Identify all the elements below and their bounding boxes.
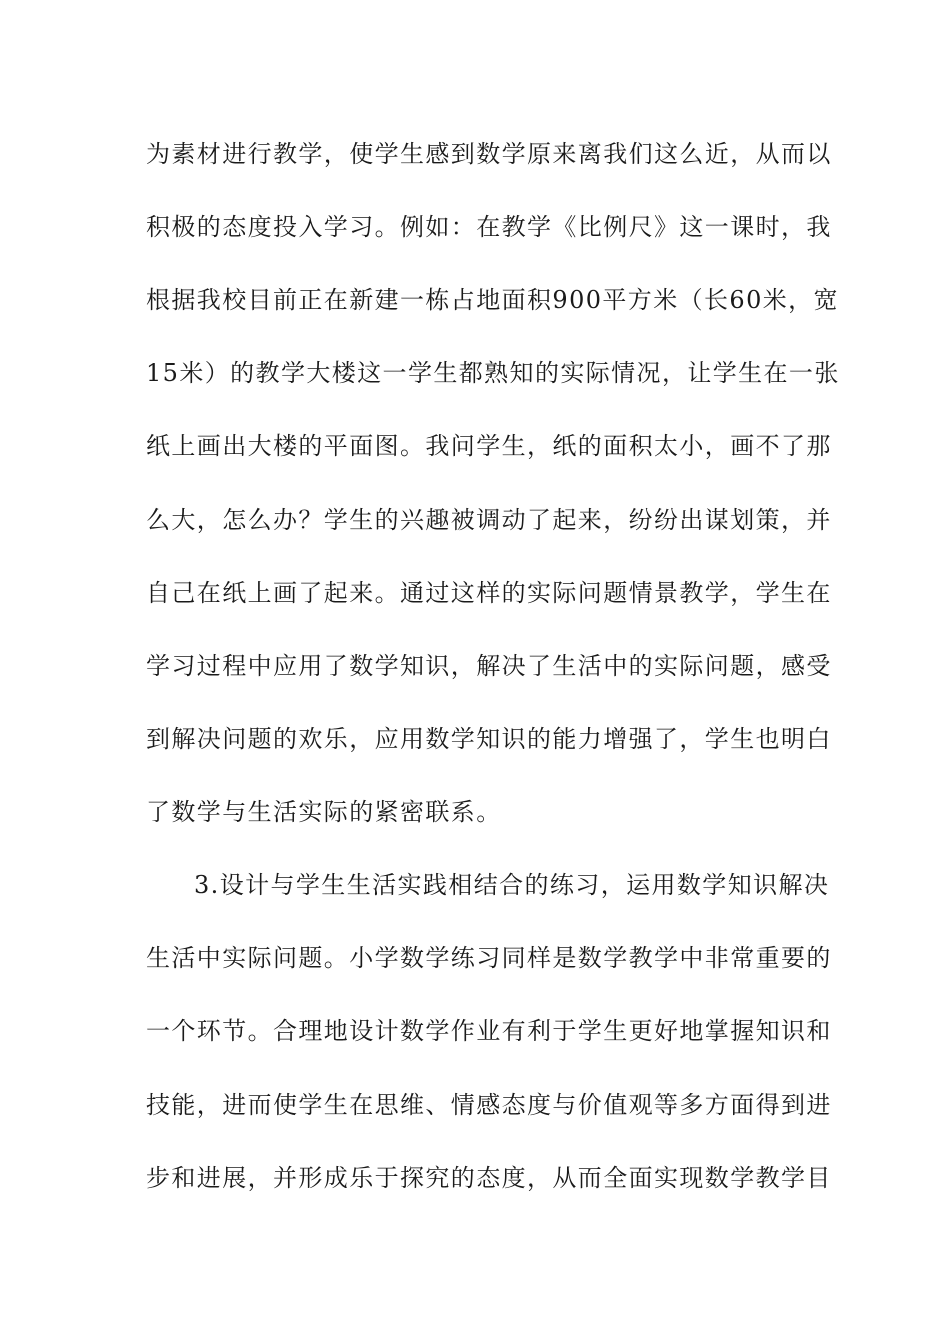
text-line: 步和进展，并形成乐于探究的态度，从而全面实现数学教学目	[146, 1164, 832, 1192]
text-line: 根据我校目前正在新建一栋占地面积900平方米（长60米，宽	[146, 286, 839, 314]
text-line: 积极的态度投入学习。例如：在教学《比例尺》这一课时，我	[146, 213, 832, 241]
text-line: 纸上画出大楼的平面图。我问学生，纸的面积太小，画不了那	[146, 432, 832, 460]
text-line: 么大，怎么办？学生的兴趣被调动了起来，纷纷出谋划策，并	[146, 506, 832, 534]
text-line-indented: 3.设计与学生生活实践相结合的练习，运用数学知识解决	[194, 871, 830, 899]
text-line: 技能，进而使学生在思维、情感态度与价值观等多方面得到进	[146, 1091, 832, 1119]
text-line: 为素材进行教学，使学生感到数学原来离我们这么近，从而以	[146, 140, 832, 168]
text-line: 自己在纸上画了起来。通过这样的实际问题情景教学，学生在	[146, 579, 832, 607]
text-line: 到解决问题的欢乐，应用数学知识的能力增强了，学生也明白	[146, 725, 832, 753]
text-line: 一个环节。合理地设计数学作业有利于学生更好地掌握知识和	[146, 1017, 832, 1045]
text-line: 15米）的教学大楼这一学生都熟知的实际情况，让学生在一张	[146, 359, 840, 387]
text-line: 了数学与生活实际的紧密联系。	[146, 798, 502, 826]
text-line: 生活中实际问题。小学数学练习同样是数学教学中非常重要的	[146, 944, 832, 972]
text-line: 学习过程中应用了数学知识，解决了生活中的实际问题，感受	[146, 652, 832, 680]
